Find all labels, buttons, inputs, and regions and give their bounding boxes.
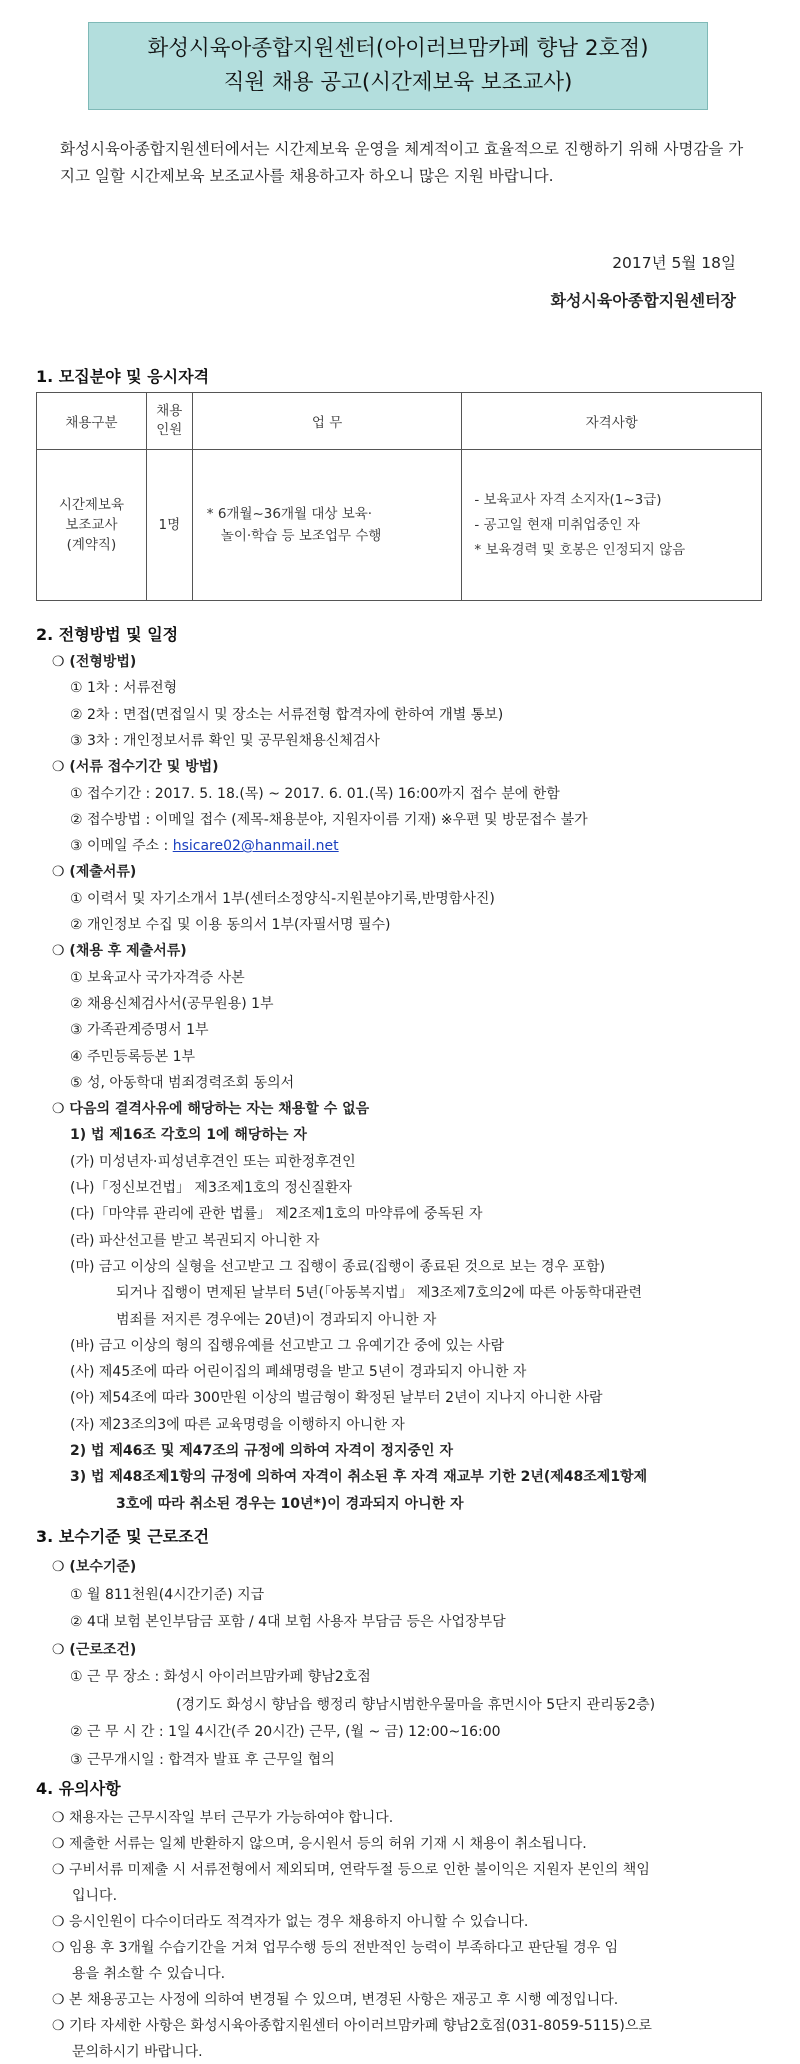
notice-item: 용을 취소할 수 있습니다.	[72, 1966, 226, 1982]
notice-date: 2017년 5월 18일	[612, 254, 736, 272]
cell-qualification	[462, 450, 762, 601]
list-item: (사) 제45조에 따라 어린이집의 폐쇄명령을 받고 5년이 경과되지 아니한 자	[70, 1364, 527, 1381]
notice-item: ❍ 채용자는 근무시작일 부터 근무가 가능하여야 합니다.	[52, 1810, 394, 1826]
list-item: ① 월 811천원(4시간기준) 지급	[70, 1586, 265, 1603]
notice-item: ❍ 구비서류 미제출 시 서류전형에서 제외되며, 연락두절 등으로 인한 불이익은 지원자 본인의 책임	[52, 1862, 650, 1878]
list-item: ① 근 무 장소 : 화성시 아이러브맘카페 향남2호점	[70, 1669, 371, 1685]
section-1-heading: 1. 모집분야 및 응시자격	[36, 367, 210, 386]
list-item: ① 접수기간 : 2017. 5. 18.(목) ~ 2017. 6. 01.(목) 16:00까지 접수 분에 한함	[70, 785, 560, 802]
list-item: ③ 이메일 주소 : hsicare02@hanmail.net	[70, 838, 339, 855]
list-item: ③ 3차 : 개인정보서류 확인 및 공무원채용신체검사	[70, 732, 380, 749]
list-item: (바) 금고 이상의 형의 집행유예를 선고받고 그 유예기간 중에 있는 사람	[70, 1337, 505, 1354]
qualification-line: - 공고일 현재 미취업중인 자	[474, 516, 640, 533]
list-item: ② 2차 : 면접(면접일시 및 장소는 서류전형 합격자에 한하여 개별 통보)	[70, 706, 504, 723]
recruitment-table	[36, 392, 762, 601]
list-item: ❍ (채용 후 제출서류)	[52, 943, 187, 960]
list-item: ② 채용신체검사서(공무원용) 1부	[70, 995, 274, 1012]
qualification-line: * 보육경력 및 호봉은 인정되지 않음	[474, 541, 686, 558]
list-item: 1) 법 제16조 각호의 1에 해당하는 자	[70, 1127, 307, 1144]
list-item: (마) 금고 이상의 실형을 선고받고 그 집행이 종료(집행이 종료된 것으로 보는 경우 포함)	[70, 1258, 606, 1275]
table-header-row	[37, 393, 762, 450]
list-item: ⑤ 성, 아동학대 범죄경력조회 동의서	[70, 1074, 295, 1091]
list-item: ❍ 다음의 결격사유에 해당하는 자는 채용할 수 없음	[52, 1101, 370, 1118]
cell-count: 1명	[146, 450, 192, 601]
list-item: ❍ (전형방법)	[52, 654, 137, 670]
list-item: (가) 미성년자·피성년후견인 또는 피한정후견인	[70, 1153, 356, 1170]
list-item: 되거나 집행이 면제된 날부터 5년(「아동복지법」 제3조제7호의2에 따른 아동학대관련	[116, 1285, 643, 1302]
list-item: (경기도 화성시 향남읍 행정리 향남시범한우물마을 휴먼시아 5단지 관리동2층)	[176, 1696, 656, 1713]
notice-item: ❍ 본 채용공고는 사정에 의하여 변경될 수 있으며, 변경된 사항은 재공고 후 시행 예정입니다.	[52, 1992, 619, 2008]
list-item: ② 개인정보 수집 및 이용 동의서 1부(자필서명 필수)	[70, 917, 391, 933]
list-item: ③ 근무개시일 : 합격자 발표 후 근무일 협의	[70, 1751, 335, 1768]
header-category: 채용구분	[37, 393, 147, 450]
list-item: 3) 법 제48조제1항의 규정에 의하여 자격이 취소된 후 자격 재교부 기한 2년(제48조제1항제	[70, 1469, 648, 1486]
header-duty: 업 무	[192, 393, 462, 450]
list-item: ① 1차 : 서류전형	[70, 680, 178, 697]
qualification-line: - 보육교사 자격 소지자(1~3급)	[474, 491, 662, 508]
title-line-2: 직원 채용 공고(시간제보육 보조교사)	[223, 70, 573, 95]
list-item: 2) 법 제46조 및 제47조의 규정에 의하여 자격이 정지중인 자	[70, 1443, 453, 1459]
notice-item: ❍ 응시인원이 다수이더라도 적격자가 없는 경우 채용하지 아니할 수 있습니다.	[52, 1914, 529, 1930]
notice-item: ❍ 임용 후 3개월 수습기간을 거쳐 업무수행 등의 전반적인 능력이 부족하다고 판단될 경우 임	[52, 1940, 619, 1956]
header-qualification: 자격사항	[462, 393, 762, 450]
list-item: ② 4대 보험 본인부담금 포함 / 4대 보험 사용자 부담금 등은 사업장부담	[70, 1614, 506, 1630]
list-item: ❍ (제출서류)	[52, 864, 137, 881]
list-item: 범죄를 저지른 경우에는 20년)이 경과되지 아니한 자	[116, 1311, 437, 1328]
section-3-heading: 3. 보수기준 및 근로조건	[36, 1527, 210, 1546]
cell-category	[37, 450, 147, 601]
notice-item: ❍ 제출한 서류는 일체 반환하지 않으며, 응시원서 등의 허위 기재 시 채용이 취소됩니다.	[52, 1836, 587, 1852]
list-item: (라) 파산선고를 받고 복권되지 아니한 자	[70, 1232, 320, 1249]
email-link[interactable]: hsicare02@hanmail.net	[172, 838, 339, 855]
list-item: ② 접수방법 : 이메일 접수 (제목-채용분야, 지원자이름 기재) ※우편 및 방문접수 불가	[70, 811, 588, 828]
list-item: (나)「정신보건법」 제3조제1호의 정신질환자	[70, 1180, 353, 1196]
list-item: 3호에 따라 취소된 경우는 10년*)이 경과되지 아니한 자	[116, 1495, 464, 1512]
list-item: ① 보육교사 국가자격증 사본	[70, 969, 245, 986]
section-4-heading: 4. 유의사항	[36, 1779, 121, 1798]
duty-line: * 6개월~36개월 대상 보육·	[206, 506, 373, 522]
category-line: (계약직)	[66, 537, 117, 553]
list-item: (아) 제54조에 따라 300만원 이상의 벌금형이 확정된 날부터 2년이 지나지 아니한 사람	[70, 1390, 603, 1407]
notice-item: ❍ 기타 자세한 사항은 화성시육아종합지원센터 아이러브맘카페 향남2호점(031-8059-5115)으로	[52, 2018, 652, 2034]
list-item: ④ 주민등록등본 1부	[70, 1048, 196, 1065]
issuer-name: 화성시육아종합지원센터장	[550, 291, 736, 310]
title-banner	[88, 22, 708, 110]
notice-item: 입니다.	[72, 1888, 118, 1904]
list-item: (다)「마약류 관리에 관한 법률」 제2조제1호의 마약류에 중독된 자	[70, 1206, 483, 1223]
category-line: 시간제보육	[58, 497, 125, 513]
title-line-1: 화성시육아종합지원센터(아이러브맘카페 향남 2호점)	[147, 36, 649, 61]
header-count: 채용 인원	[146, 393, 192, 450]
list-item: ❍ (보수기준)	[52, 1559, 137, 1575]
category-line: 보조교사	[65, 517, 118, 533]
list-item: ② 근 무 시 간 : 1일 4시간(주 20시간) 근무, (월 ~ 금) 12:00~16:00	[70, 1724, 501, 1740]
table-row	[37, 450, 762, 601]
list-item: (자) 제23조의3에 따른 교육명령을 이행하지 아니한 자	[70, 1416, 405, 1433]
notice-item: 문의하시기 바랍니다.	[72, 2044, 203, 2060]
list-item: ① 이력서 및 자기소개서 1부(센터소정양식-지원분야기록,반명함사진)	[70, 890, 495, 907]
duty-line: 놀이·학습 등 보조업무 수행	[220, 528, 382, 544]
cell-duty	[192, 450, 462, 601]
list-item: ❍ (서류 접수기간 및 방법)	[52, 759, 219, 776]
section-2-heading: 2. 전형방법 및 일정	[36, 625, 179, 644]
list-item: ❍ (근로조건)	[52, 1641, 137, 1658]
list-item: ③ 가족관계증명서 1부	[70, 1022, 209, 1039]
intro-paragraph: 화성시육아종합지원센터에서는 시간제보육 운영을 체계적이고 효율적으로 진행하기 위해 사명감을 가지고 일할 시간제보육 보조교사를 채용하고자 하오니 많은 지원 바랍니다.	[60, 140, 744, 185]
